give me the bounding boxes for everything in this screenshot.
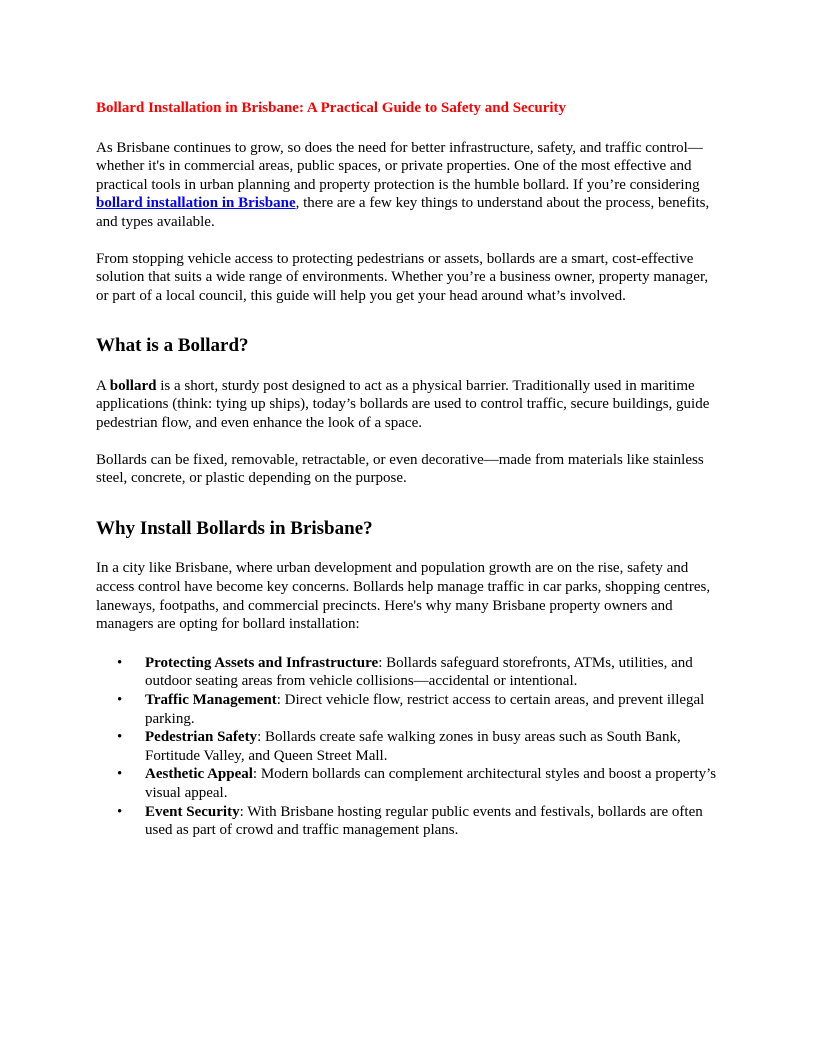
bullet-text: : Direct vehicle flow, restrict access to certain areas, and prevent illegal parking. — [145, 691, 705, 727]
bullet-label: Pedestrian Safety — [145, 729, 258, 746]
heading-why-install-bollards: Why Install Bollards in Brisbane? — [96, 517, 373, 539]
bullet-icon: • — [117, 766, 123, 783]
list-item — [117, 803, 720, 840]
bullet-label: Event Security — [145, 803, 240, 820]
bullet-label: Traffic Management — [145, 691, 277, 708]
paragraph-what-1 — [96, 377, 720, 433]
bullet-text: : Bollards create safe walking zones in busy areas such as South Bank, Fortitude Valley, and Queen Street Mall. — [145, 729, 681, 764]
paragraph-why-1: In a city like Brisbane, where urban development and population growth are on the rise, safety and access control have become key concerns. Bollards help manage traffic in car parks, shopping centres, laneways, footpaths, and commercial precincts. Here's why many Brisbane property owners and managers are opting for bollard installation: — [96, 560, 711, 633]
bullet-icon: • — [117, 691, 123, 708]
text-run: As Brisbane continues to grow, so does the need for better infrastructure, safety, and traffic control—whether it's in commercial areas, public spaces, or private properties. One of the most effective and practical tools in urban planning and property protection is the humble bollard. If you’re considering — [96, 139, 703, 193]
bullet-icon: • — [117, 729, 123, 746]
bullet-label: Aesthetic Appeal — [145, 766, 253, 783]
bollard-installation-link[interactable]: bollard installation in Brisbane — [96, 195, 296, 212]
paragraph-intro-2: From stopping vehicle access to protecting pedestrians or assets, bollards are a smart, cost-effective solution that suits a wide range of environments. Whether you’re a business owner, property manager, or part of a local council, this guide will help you get your head around what’s involved. — [96, 250, 709, 304]
benefits-bullet-list — [96, 654, 720, 840]
bullet-icon: • — [117, 654, 123, 671]
bold-term-bollard: bollard — [109, 377, 157, 394]
paragraph-what-2: Bollards can be fixed, removable, retractable, or even decorative—made from materials like stainless steel, concrete, or plastic depending on the purpose. — [96, 451, 704, 487]
text-run: , there are a few key things to understand about the process, benefits, and types available. — [96, 195, 710, 230]
bullet-icon: • — [117, 803, 123, 820]
list-item — [117, 654, 720, 691]
bullet-text: : Bollards safeguard storefronts, ATMs, utilities, and outdoor seating areas from vehicle collisions—accidental or intentional. — [145, 654, 693, 690]
text-run: is a short, sturdy post designed to act as a physical barrier. Traditionally used in maritime applications (think: tying up ships), today’s bollards are used to control traffic, secure buildings, guide pedestrian flow, and even enhance the look of a space. — [96, 377, 710, 432]
text-run: A — [96, 377, 110, 394]
document-title: Bollard Installation in Brisbane: A Practical Guide to Safety and Security — [96, 100, 567, 116]
heading-what-is-a-bollard: What is a Bollard? — [96, 335, 249, 357]
list-item — [117, 765, 720, 802]
paragraph-intro-1 — [96, 139, 720, 232]
list-item — [117, 728, 720, 765]
bullet-text: : With Brisbane hosting regular public events and festivals, bollards are often used as part of crowd and traffic management plans. — [145, 803, 703, 839]
list-item — [117, 691, 720, 728]
bullet-label: Protecting Assets and Infrastructure — [145, 654, 379, 671]
bullet-text: : Modern bollards can complement architectural styles and boost a property’s visual appeal. — [145, 766, 717, 801]
